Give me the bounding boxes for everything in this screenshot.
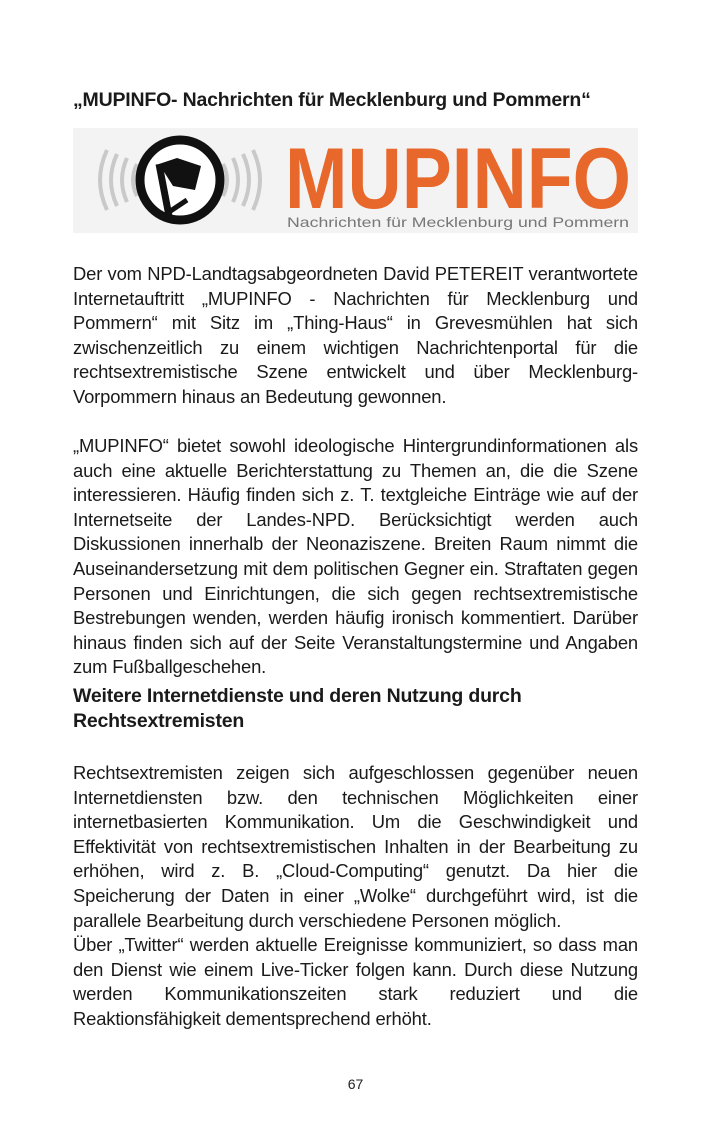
- mupinfo-logo-graphic: [73, 128, 638, 233]
- section-heading-mupinfo: „MUPINFO- Nachrichten für Mecklenburg und Pommern“: [73, 89, 591, 111]
- mupinfo-logo: [73, 128, 638, 233]
- section-heading-internetdienste: Weitere Internetdienste und deren Nutzung durch Rechtsextremisten: [73, 685, 522, 732]
- paragraph-mupinfo-content: „MUPINFO“ bietet sowohl ideologische Hintergrundinformationen als auch eine aktuelle Berichterstattung zu Themen an, die die Szene interessieren. Häufig finden sich z. T. textgleiche Einträge wie auf der Internetseite der Landes-NPD. Berücksichtigt werden auch Diskussionen innerhalb der Neonaziszene. Breiten Raum nimmt die Auseinandersetzung mit dem politischen Gegner ein. Straftaten gegen Personen und Einrichtungen, die sich gegen rechtsextremistische Bestrebungen wenden, werden häufig ironisch kommentiert. Darüber hinaus finden sich auf der Seite Veranstaltungstermine und Angaben zum Fußballgeschehen.: [73, 435, 638, 678]
- flag-in-circle-icon: [140, 140, 220, 220]
- paragraph-cloud-computing: Rechtsextremisten zeigen sich aufgeschlossen gegenüber neuen Internetdiensten bzw. den technischen Möglichkeiten einer internetbasierten Kommunikation. Um die Geschwindigkeit und Effektivität von rechtsextremistischen Inhalten in der Bearbeitung zu erhöhen, wird z. B. „Cloud-Computing“ genutzt. Da hier die Speicherung der Daten in einer „Wolke“ durchgeführt wird, ist die parallele Bearbeitung durch verschiedene Personen möglich.: [73, 762, 638, 931]
- logo-wordmark: MUPINFO: [285, 131, 631, 227]
- paragraph-twitter: Über „Twitter“ werden aktuelle Ereignisse kommuniziert, so dass man den Dienst wie einem Live-Ticker folgen kann. Durch diese Nutzung werden Kommunikationszeiten stark reduziert und die Reaktionsfähigkeit dementsprechend erhöht.: [73, 934, 638, 1029]
- paragraph-mupinfo-description: Der vom NPD-Landtagsabgeordneten David PETEREIT verantwortete Internetauftritt „MUPINFO - Nachrichten für Mecklenburg und Pommern“ mit Sitz im „Thing-Haus“ in Grevesmühlen hat sich zwischenzeitlich zu einem wichtigen Nachrichtenportal für die rechtsextremistische Szene entwickelt und über Mecklenburg-Vorpommern hinaus an Bedeutung gewonnen.: [73, 263, 638, 407]
- page-number: 67: [347, 1076, 364, 1092]
- radio-waves-right-icon: [223, 150, 260, 210]
- logo-tagline: Nachrichten für Mecklenburg und Pommern: [287, 214, 629, 230]
- radio-waves-left-icon: [100, 150, 137, 210]
